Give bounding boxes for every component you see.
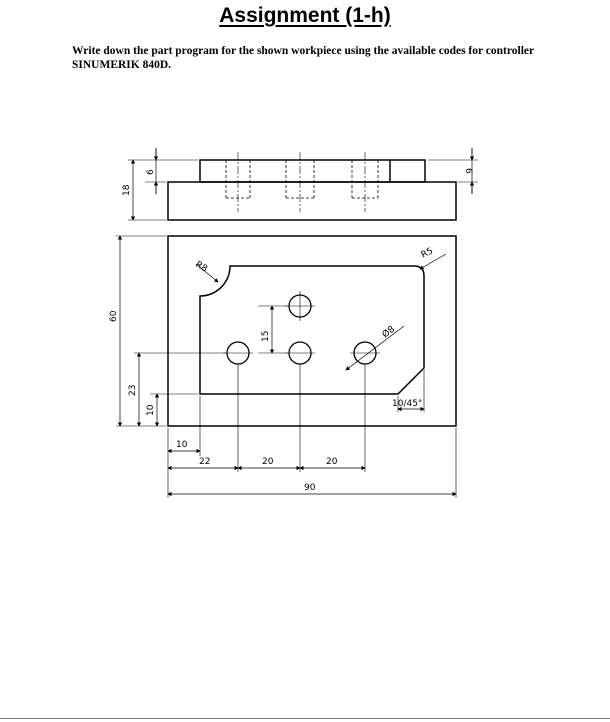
dim-hole-row-y: 23 — [128, 384, 138, 396]
side-raised-step — [200, 160, 425, 182]
label-fillet-radius: R8 — [193, 259, 209, 275]
dim-hole-left-x: 22 — [199, 457, 211, 467]
outer-plate-outline — [168, 236, 456, 426]
dim-spacing-2: 20 — [326, 457, 338, 467]
dim-spacing-1: 20 — [262, 457, 274, 467]
dim-plate-height: 60 — [109, 310, 119, 322]
dim-hole-offset-y: 15 — [261, 330, 271, 342]
dim-plate-width: 90 — [304, 483, 316, 493]
label-corner-radius: R5 — [419, 246, 435, 261]
instruction-text: Write down the part program for the shown workpiece using the available codes for controller SINUMERIK 840D. — [72, 45, 534, 71]
dim-right-step: 6 — [463, 168, 473, 174]
dim-total-height: 18 — [122, 184, 132, 196]
label-hole-diameter: Ø8 — [380, 324, 397, 341]
side-view — [128, 148, 478, 220]
dim-step-height: 6 — [146, 169, 156, 175]
top-view — [116, 236, 456, 498]
label-chamfer: 10/45° — [392, 399, 423, 409]
side-hidden-holes — [226, 160, 378, 198]
page-bottom-border — [0, 718, 610, 719]
page-title: Assignment (1-h) — [219, 4, 391, 27]
dim-pocket-bottom-y: 10 — [146, 404, 156, 416]
dim-pocket-left-x: 10 — [176, 440, 188, 450]
side-base-plate — [168, 182, 456, 220]
